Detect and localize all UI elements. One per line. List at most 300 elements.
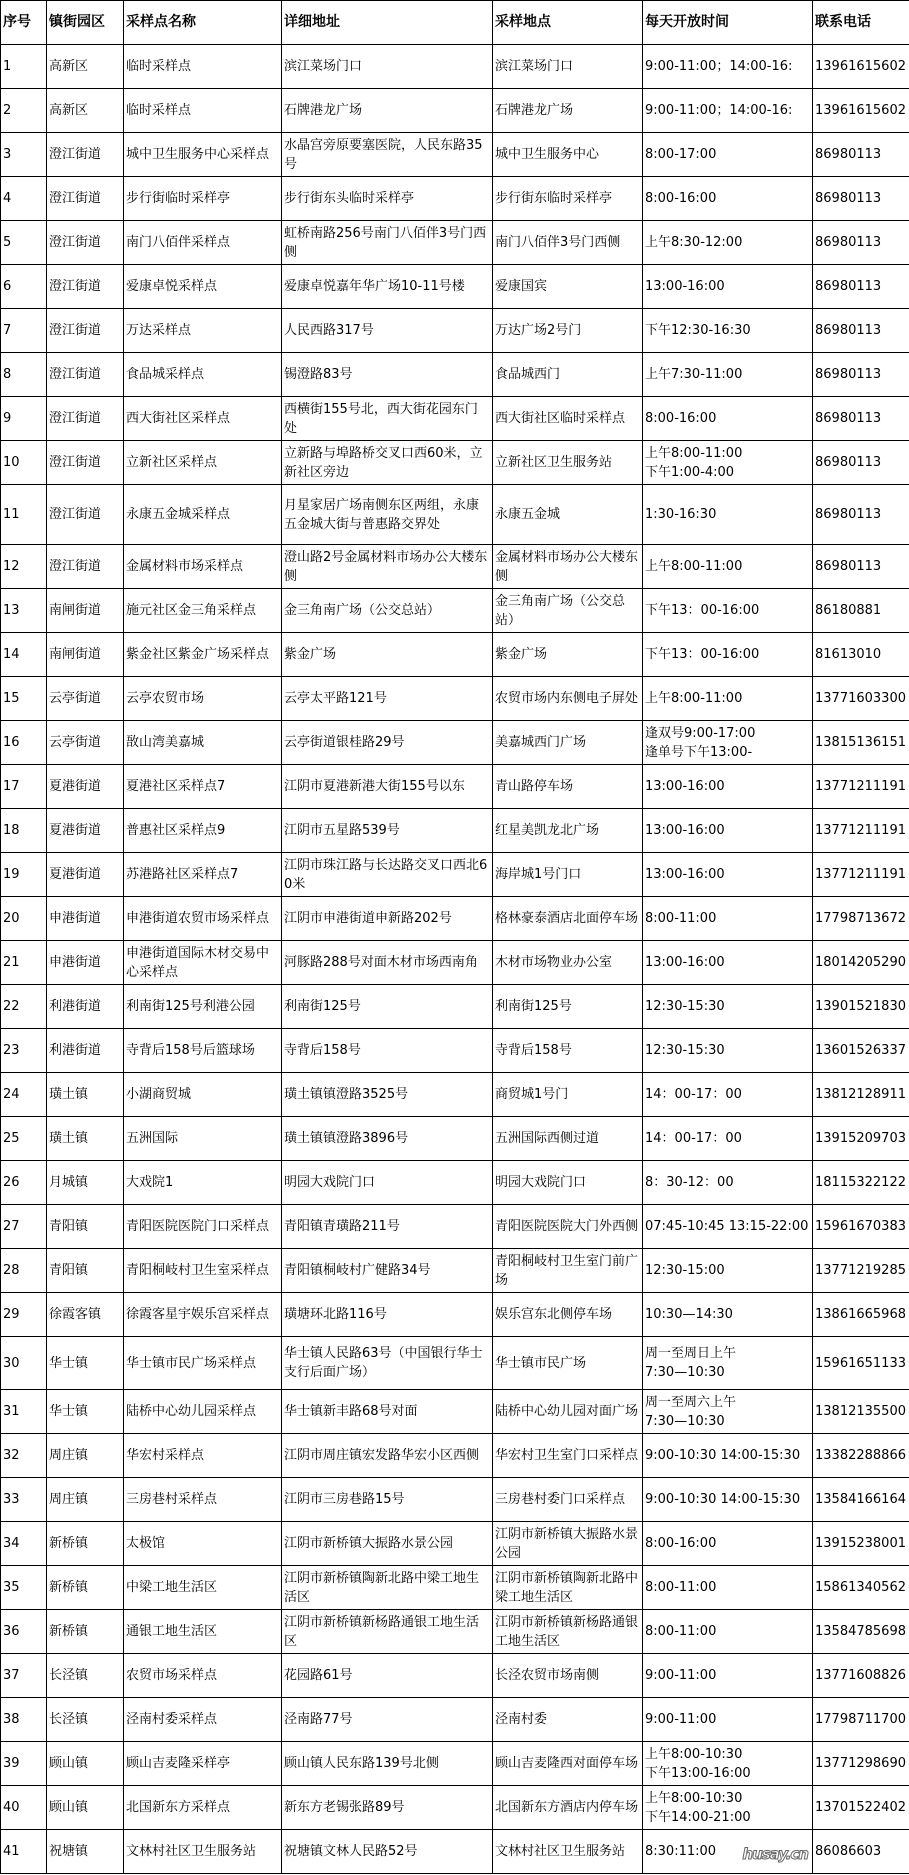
- cell-site-name: [124, 1249, 282, 1293]
- location-text: 城中卫生服务中心: [495, 147, 600, 162]
- cell-site-name: [124, 1117, 282, 1161]
- location-text: 娱乐宫东北侧停车场: [495, 1307, 613, 1322]
- phone-text: 13961615602: [815, 59, 906, 74]
- cell-location: [493, 1786, 643, 1830]
- phone-text: 86086603: [815, 1844, 882, 1859]
- row-index-text: 22: [3, 999, 20, 1014]
- cell-phone: [813, 1029, 909, 1073]
- table-row: [1, 45, 909, 89]
- district-text: 华士镇: [49, 1404, 89, 1419]
- location-text: 华宏村卫生室门口采样点: [495, 1448, 639, 1463]
- cell-address: [282, 941, 493, 985]
- cell-location: [493, 1390, 643, 1434]
- hours-text: 上午8:00-10:30 下午14:00-21:00: [645, 1790, 751, 1825]
- cell-address: [282, 853, 493, 897]
- phone-text: 13771608826: [815, 1668, 906, 1683]
- row-index-text: 20: [3, 911, 20, 926]
- row-index-text: 10: [3, 455, 20, 470]
- hours-text: 8:00-11:00: [645, 911, 717, 926]
- cell-address: [282, 221, 493, 265]
- cell-district: [47, 589, 124, 633]
- cell-address: [282, 485, 493, 545]
- cell-location: [493, 1566, 643, 1610]
- address-text: 江阴市申港街道申新路202号: [284, 911, 452, 926]
- site-name-text: 华士镇市民广场采样点: [126, 1355, 257, 1371]
- cell-phone: [813, 309, 909, 353]
- site-name-text: 食品城采样点: [126, 367, 205, 382]
- hours-text: 上午7:30-11:00: [645, 367, 743, 382]
- site-name-text: 华宏村采样点: [126, 1448, 205, 1463]
- cell-hours: [643, 1566, 813, 1610]
- row-index-text: 5: [3, 235, 12, 250]
- cell-hours: [643, 721, 813, 765]
- hours-text: 13:00-16:00: [645, 823, 725, 838]
- cell-district: [47, 1698, 124, 1742]
- hours-text: 9:00-10:30 14:00-15:30: [645, 1492, 801, 1507]
- cell-address: [282, 1161, 493, 1205]
- cell-row-index: [1, 1029, 47, 1073]
- row-index-text: 9: [3, 411, 12, 426]
- cell-district: [47, 1566, 124, 1610]
- cell-district: [47, 765, 124, 809]
- location-text: 食品城西门: [495, 367, 561, 382]
- phone-text: 13812135500: [815, 1404, 906, 1419]
- cell-address: [282, 1830, 493, 1874]
- district-text: 新桥镇: [49, 1580, 89, 1595]
- cell-phone: [813, 1249, 909, 1293]
- address-text: 祝塘镇文林人民路52号: [284, 1844, 418, 1859]
- phone-text: 86980113: [815, 507, 882, 522]
- cell-phone: [813, 177, 909, 221]
- location-text: 泾南村委: [495, 1712, 548, 1727]
- district-text: 璜土镇: [49, 1087, 89, 1102]
- cell-district: [47, 1830, 124, 1874]
- phone-text: 13901521830: [815, 999, 906, 1014]
- phone-text: 86980113: [815, 411, 882, 426]
- cell-phone: [813, 633, 909, 677]
- address-text: 锡澄路83号: [284, 367, 353, 382]
- header-hours: 每天开放时间: [643, 1, 813, 45]
- cell-row-index: [1, 265, 47, 309]
- address-text: 青阳镇青璜路211号: [284, 1219, 400, 1234]
- cell-row-index: [1, 897, 47, 941]
- row-index-text: 27: [3, 1219, 20, 1234]
- district-text: 长泾镇: [49, 1668, 89, 1683]
- cell-hours: [643, 1249, 813, 1293]
- table-row: [1, 441, 909, 485]
- district-text: 澄江街道: [49, 235, 102, 250]
- table-row: [1, 1117, 909, 1161]
- cell-site-name: [124, 1610, 282, 1654]
- cell-district: [47, 545, 124, 589]
- district-text: 新桥镇: [49, 1624, 89, 1639]
- cell-location: [493, 1434, 643, 1478]
- location-text: 金属材料市场办公大楼东侧: [495, 549, 639, 584]
- phone-text: 86980113: [815, 147, 882, 162]
- cell-site-name: [124, 677, 282, 721]
- hours-text: 下午13：00-16:00: [645, 603, 760, 618]
- header-address: 详细地址: [282, 1, 493, 45]
- cell-hours: [643, 1654, 813, 1698]
- address-text: 澄山路2号金属材料市场办公大楼东侧: [284, 549, 488, 584]
- district-text: 徐霞客镇: [49, 1307, 102, 1322]
- table-row: [1, 1073, 909, 1117]
- table-row: [1, 721, 909, 765]
- phone-text: 15961670383: [815, 1219, 906, 1234]
- hours-text: 14：00-17：00: [645, 1131, 742, 1146]
- cell-address: [282, 1029, 493, 1073]
- cell-site-name: [124, 1742, 282, 1786]
- cell-district: [47, 221, 124, 265]
- cell-location: [493, 1205, 643, 1249]
- location-text: 顾山吉麦隆西对面停车场: [495, 1756, 639, 1771]
- cell-site-name: [124, 89, 282, 133]
- cell-phone: [813, 545, 909, 589]
- cell-hours: [643, 1522, 813, 1566]
- phone-text: 81613010: [815, 647, 882, 662]
- header-index: 序号: [1, 1, 47, 45]
- location-text: 海岸城1号门口: [495, 867, 582, 882]
- hours-text: 14：00-17：00: [645, 1087, 742, 1102]
- cell-district: [47, 1654, 124, 1698]
- site-name-text: 大戏院1: [126, 1175, 174, 1190]
- district-text: 夏港街道: [49, 867, 102, 882]
- table-row: [1, 485, 909, 545]
- row-index-text: 40: [3, 1800, 20, 1815]
- cell-row-index: [1, 721, 47, 765]
- district-text: 长泾镇: [49, 1712, 89, 1727]
- cell-site-name: [124, 1390, 282, 1434]
- location-text: 青阳桐岐村卫生室门前广场: [495, 1253, 639, 1288]
- cell-hours: [643, 177, 813, 221]
- site-name-text: 陆桥中心幼儿园采样点: [126, 1404, 257, 1419]
- row-index-text: 24: [3, 1087, 20, 1102]
- location-text: 紫金广场: [495, 647, 548, 662]
- location-text: 南门八佰伴3号门西侧: [495, 235, 621, 250]
- cell-hours: [643, 1478, 813, 1522]
- cell-district: [47, 1073, 124, 1117]
- hours-text: 9:00-11:00: [645, 1668, 717, 1683]
- cell-hours: [643, 353, 813, 397]
- cell-district: [47, 1610, 124, 1654]
- cell-address: [282, 897, 493, 941]
- location-text: 万达广场2号门: [495, 323, 582, 338]
- phone-text: 13915238001: [815, 1536, 906, 1551]
- cell-hours: [643, 265, 813, 309]
- cell-district: [47, 853, 124, 897]
- cell-location: [493, 265, 643, 309]
- hours-text: 8:00-16:00: [645, 411, 717, 426]
- phone-text: 86980113: [815, 367, 882, 382]
- cell-phone: [813, 1390, 909, 1434]
- site-name-text: 文林村社区卫生服务站: [126, 1844, 257, 1859]
- phone-text: 13601526337: [815, 1043, 906, 1058]
- table-row: [1, 853, 909, 897]
- address-text: 西横街155号北，西大街花园东门处: [284, 401, 478, 436]
- cell-location: [493, 1293, 643, 1337]
- phone-text: 86980113: [815, 235, 882, 250]
- hours-text: 12:30-15:30: [645, 999, 725, 1014]
- cell-row-index: [1, 1522, 47, 1566]
- location-text: 利南街125号: [495, 999, 572, 1014]
- cell-site-name: [124, 633, 282, 677]
- cell-hours: [643, 677, 813, 721]
- hours-text: 8:00-11:00: [645, 1580, 717, 1595]
- site-name-text: 云亭农贸市场: [126, 691, 205, 706]
- cell-row-index: [1, 397, 47, 441]
- site-name-text: 小湖商贸城: [126, 1087, 192, 1102]
- cell-location: [493, 1742, 643, 1786]
- location-text: 西大街社区临时采样点: [495, 411, 626, 426]
- cell-phone: [813, 1073, 909, 1117]
- cell-hours: [643, 441, 813, 485]
- location-text: 滨江菜场门口: [495, 59, 574, 74]
- row-index-text: 33: [3, 1492, 20, 1507]
- row-index-text: 1: [3, 59, 12, 74]
- row-index-text: 6: [3, 279, 12, 294]
- cell-address: [282, 133, 493, 177]
- cell-address: [282, 1522, 493, 1566]
- cell-hours: [643, 633, 813, 677]
- address-text: 江阴市新桥镇大振路水景公园: [284, 1536, 454, 1551]
- cell-row-index: [1, 1117, 47, 1161]
- cell-phone: [813, 133, 909, 177]
- cell-hours: [643, 89, 813, 133]
- location-text: 五洲国际西侧过道: [495, 1131, 600, 1146]
- phone-text: 15861340562: [815, 1580, 906, 1595]
- cell-hours: [643, 1786, 813, 1830]
- row-index-text: 37: [3, 1668, 20, 1683]
- table-row: [1, 1161, 909, 1205]
- cell-address: [282, 265, 493, 309]
- cell-hours: [643, 1073, 813, 1117]
- cell-district: [47, 397, 124, 441]
- cell-row-index: [1, 1205, 47, 1249]
- cell-site-name: [124, 221, 282, 265]
- site-name-text: 金属材料市场采样点: [126, 559, 244, 574]
- cell-location: [493, 633, 643, 677]
- address-text: 月星家居广场南侧东区两组，永康五金城大街与普惠路交界处: [284, 497, 480, 532]
- table-row: [1, 1610, 909, 1654]
- phone-text: 13915209703: [815, 1131, 906, 1146]
- table-row: [1, 309, 909, 353]
- cell-row-index: [1, 1654, 47, 1698]
- site-name-text: 申港街道农贸市场采样点: [126, 911, 270, 926]
- cell-site-name: [124, 1205, 282, 1249]
- location-text: 立新社区卫生服务站: [495, 455, 613, 470]
- table-row: [1, 1786, 909, 1830]
- district-text: 周庄镇: [49, 1492, 89, 1507]
- cell-hours: [643, 1337, 813, 1390]
- cell-district: [47, 721, 124, 765]
- cell-location: [493, 985, 643, 1029]
- address-text: 步行街东头临时采样亭: [284, 191, 415, 206]
- cell-location: [493, 1610, 643, 1654]
- cell-phone: [813, 1566, 909, 1610]
- address-text: 江阴市新桥镇陶新北路中梁工地生活区: [284, 1570, 480, 1605]
- cell-address: [282, 1205, 493, 1249]
- address-text: 江阴市珠江路与长达路交叉口西北60米: [284, 857, 488, 892]
- table-row: [1, 1654, 909, 1698]
- cell-district: [47, 45, 124, 89]
- cell-site-name: [124, 897, 282, 941]
- cell-hours: [643, 397, 813, 441]
- cell-address: [282, 45, 493, 89]
- phone-text: 13861665968: [815, 1307, 906, 1322]
- cell-row-index: [1, 1786, 47, 1830]
- location-text: 明园大戏院门口: [495, 1175, 587, 1190]
- row-index-text: 2: [3, 103, 12, 118]
- cell-hours: [643, 485, 813, 545]
- table-row: [1, 589, 909, 633]
- cell-hours: [643, 1434, 813, 1478]
- site-name-text: 北国新东方采样点: [126, 1800, 231, 1815]
- site-name-text: 施元社区金三角采样点: [126, 603, 257, 618]
- cell-row-index: [1, 221, 47, 265]
- cell-row-index: [1, 1742, 47, 1786]
- cell-row-index: [1, 809, 47, 853]
- cell-location: [493, 1337, 643, 1390]
- location-text: 北国新东方酒店内停车场: [495, 1800, 639, 1815]
- cell-row-index: [1, 941, 47, 985]
- cell-hours: [643, 985, 813, 1029]
- cell-phone: [813, 1786, 909, 1830]
- site-name-text: 通银工地生活区: [126, 1624, 218, 1639]
- address-text: 江阴市周庄镇宏发路华宏小区西侧: [284, 1448, 480, 1463]
- cell-location: [493, 765, 643, 809]
- cell-site-name: [124, 765, 282, 809]
- hours-text: 07:45-10:45 13:15-22:00: [645, 1219, 809, 1234]
- cell-row-index: [1, 589, 47, 633]
- row-index-text: 31: [3, 1404, 20, 1419]
- cell-hours: [643, 1029, 813, 1073]
- cell-district: [47, 1478, 124, 1522]
- table-row: [1, 1434, 909, 1478]
- cell-address: [282, 985, 493, 1029]
- cell-row-index: [1, 1073, 47, 1117]
- table-row: [1, 265, 909, 309]
- cell-phone: [813, 589, 909, 633]
- district-text: 澄江街道: [49, 559, 102, 574]
- site-name-text: 万达采样点: [126, 323, 192, 338]
- cell-location: [493, 441, 643, 485]
- table-body: [1, 45, 909, 1874]
- cell-phone: [813, 677, 909, 721]
- cell-address: [282, 441, 493, 485]
- cell-address: [282, 89, 493, 133]
- site-name-text: 太极馆: [126, 1536, 166, 1551]
- row-index-text: 16: [3, 735, 20, 750]
- hours-text: 8：30-12：00: [645, 1175, 734, 1190]
- cell-district: [47, 441, 124, 485]
- table-row: [1, 221, 909, 265]
- hours-text: 12:30-15:00: [645, 1263, 725, 1278]
- cell-location: [493, 1654, 643, 1698]
- cell-location: [493, 897, 643, 941]
- cell-phone: [813, 1654, 909, 1698]
- cell-district: [47, 633, 124, 677]
- site-name-text: 普惠社区采样点9: [126, 823, 226, 838]
- cell-district: [47, 1742, 124, 1786]
- cell-phone: [813, 1293, 909, 1337]
- cell-site-name: [124, 1830, 282, 1874]
- phone-text: 13771219285: [815, 1263, 906, 1278]
- row-index-text: 28: [3, 1263, 20, 1278]
- phone-text: 86980113: [815, 455, 882, 470]
- cell-row-index: [1, 765, 47, 809]
- cell-location: [493, 1117, 643, 1161]
- header-row: [1, 1, 909, 45]
- cell-hours: [643, 941, 813, 985]
- cell-district: [47, 1337, 124, 1390]
- address-text: 水晶宫旁原要塞医院，人民东路35号: [284, 137, 483, 172]
- cell-row-index: [1, 853, 47, 897]
- table-row: [1, 89, 909, 133]
- cell-site-name: [124, 133, 282, 177]
- cell-location: [493, 1029, 643, 1073]
- table-row: [1, 897, 909, 941]
- row-index-text: 19: [3, 867, 20, 882]
- cell-address: [282, 1293, 493, 1337]
- table-row: [1, 545, 909, 589]
- cell-location: [493, 853, 643, 897]
- cell-district: [47, 353, 124, 397]
- site-name-text: 立新社区采样点: [126, 455, 218, 470]
- cell-phone: [813, 1610, 909, 1654]
- phone-text: 18115322122: [815, 1175, 906, 1190]
- hours-text: 上午8:00-11:00: [645, 559, 743, 574]
- cell-phone: [813, 353, 909, 397]
- cell-district: [47, 89, 124, 133]
- site-name-text: 永康五金城采样点: [126, 507, 231, 522]
- header-phone: 联系电话: [813, 1, 909, 45]
- hours-text: 上午8:00-10:30 下午13:00-16:00: [645, 1746, 751, 1781]
- cell-site-name: [124, 985, 282, 1029]
- address-text: 华士镇新丰路68号对面: [284, 1404, 418, 1419]
- cell-phone: [813, 1742, 909, 1786]
- address-text: 明园大戏院门口: [284, 1175, 376, 1190]
- cell-phone: [813, 265, 909, 309]
- site-name-text: 申港街道国际木材交易中心采样点: [126, 945, 270, 980]
- cell-phone: [813, 1117, 909, 1161]
- cell-row-index: [1, 177, 47, 221]
- cell-location: [493, 309, 643, 353]
- cell-district: [47, 985, 124, 1029]
- district-text: 青阳镇: [49, 1263, 89, 1278]
- address-text: 璜土镇镇澄路3525号: [284, 1087, 409, 1102]
- address-text: 华士镇人民路63号（中国银行华士支行后面广场）: [284, 1346, 483, 1380]
- cell-site-name: [124, 589, 282, 633]
- table-row: [1, 133, 909, 177]
- cell-phone: [813, 1698, 909, 1742]
- cell-row-index: [1, 1390, 47, 1434]
- table-row: [1, 1205, 909, 1249]
- cell-site-name: [124, 1698, 282, 1742]
- cell-phone: [813, 441, 909, 485]
- district-text: 澄江街道: [49, 279, 102, 294]
- phone-text: 13584166164: [815, 1492, 906, 1507]
- district-text: 申港街道: [49, 955, 102, 970]
- cell-site-name: [124, 1566, 282, 1610]
- cell-hours: [643, 809, 813, 853]
- district-text: 南闸街道: [49, 647, 102, 662]
- cell-hours: [643, 1742, 813, 1786]
- address-text: 紫金广场: [284, 647, 337, 662]
- hours-text: 下午12:30-16:30: [645, 323, 751, 338]
- hours-text: 13:00-16:00: [645, 955, 725, 970]
- table-row: [1, 941, 909, 985]
- district-text: 申港街道: [49, 911, 102, 926]
